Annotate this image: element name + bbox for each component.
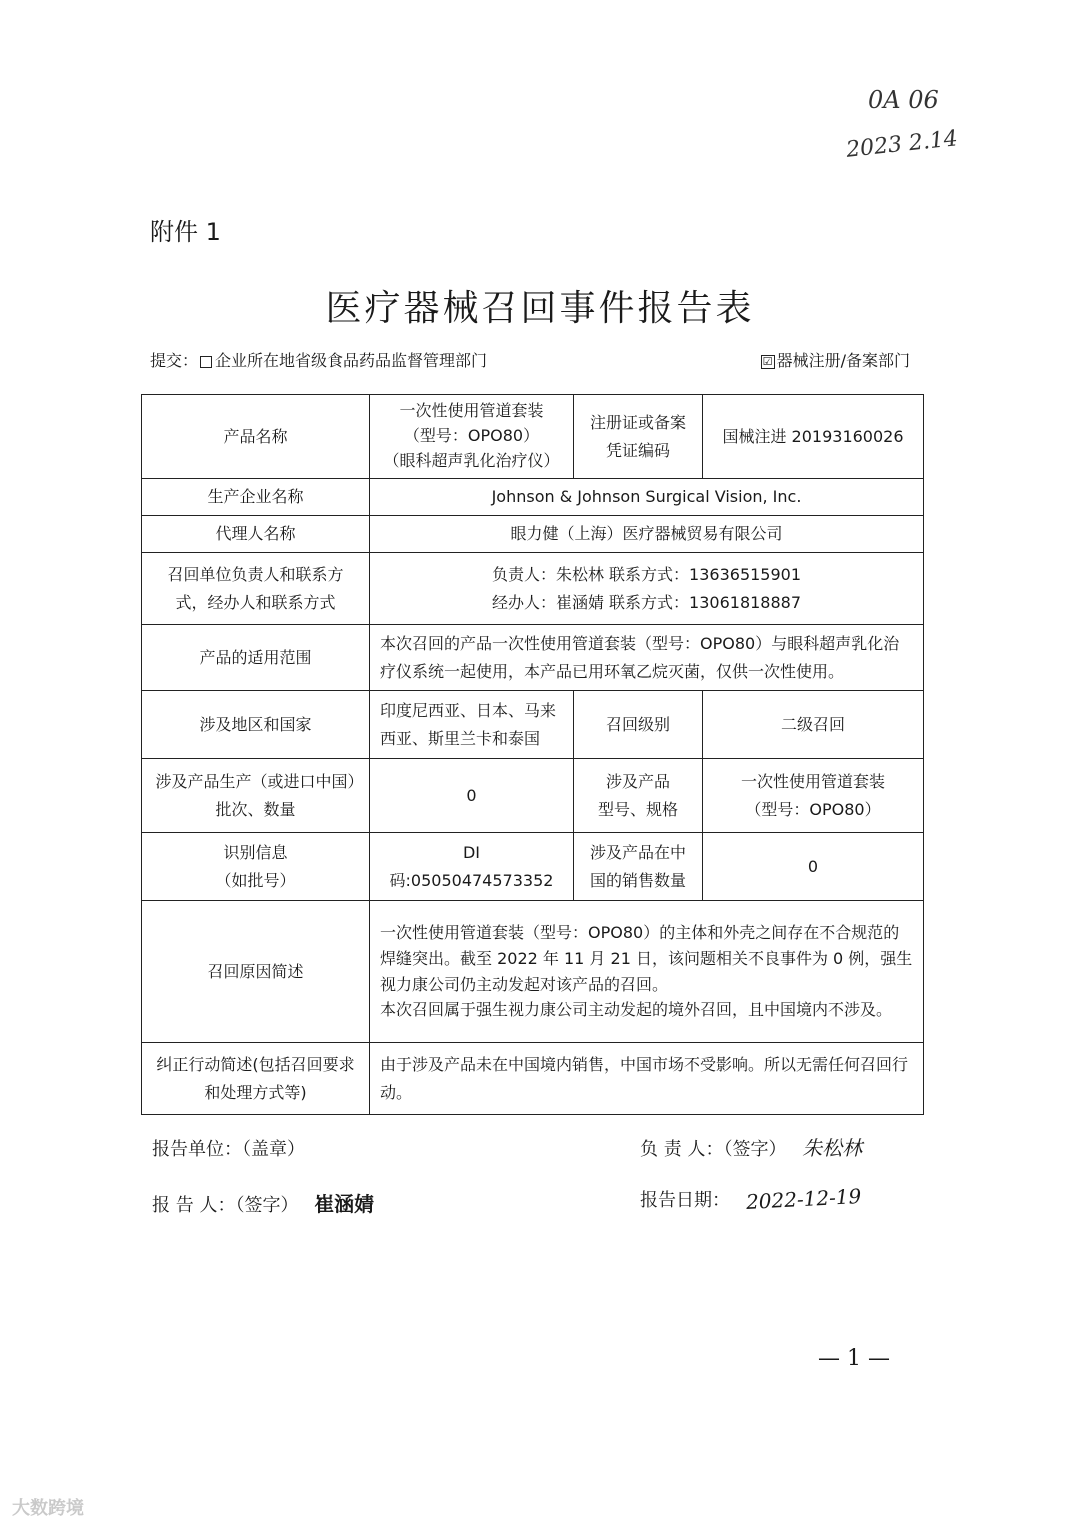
submit-option-2: 器械注册/备案部门 [776, 351, 910, 370]
regions-label: 涉及地区和国家 [142, 691, 370, 759]
sales-label-line: 涉及产品在中 [589, 842, 686, 862]
registration-label [574, 395, 703, 479]
reporter [152, 1188, 374, 1217]
agent-label: 代理人名称 [142, 516, 370, 553]
reason-label: 召回原因简述 [142, 901, 370, 1043]
product-name-value [370, 395, 574, 479]
contact-value [370, 553, 924, 625]
ident-label-line: 识别信息 [223, 842, 288, 862]
handwritten-date: 2023 2.14 [845, 126, 959, 163]
registration-value: 国械注进 20193160026 [703, 395, 924, 479]
model-value [703, 759, 924, 833]
handwritten-date-top [845, 126, 959, 163]
submit-left [150, 348, 487, 371]
table-row [142, 479, 924, 516]
table-row [142, 395, 924, 479]
batch-label: 涉及产品生产（或进口中国）批次、数量 [142, 759, 370, 833]
reporter-signature: 崔涵婧 [314, 1192, 375, 1216]
registration-label-line: 注册证或备案 [589, 412, 686, 432]
level-label: 召回级别 [574, 691, 703, 759]
action-value: 由于涉及产品未在中国境内销售，中国市场不受影响。所以无需任何召回行动。 [370, 1043, 924, 1115]
page-title: 医疗器械召回事件报告表 [325, 288, 755, 329]
table-row [142, 553, 924, 625]
ident-label-line: （如批号） [215, 870, 296, 890]
submit-right [761, 348, 910, 371]
table-row [142, 1043, 924, 1115]
contact-label: 召回单位负责人和联系方式，经办人和联系方式 [142, 553, 370, 625]
submit-row [150, 348, 910, 371]
report-date-value: 2022-12-19 [745, 1183, 862, 1215]
checked-checkbox-icon: ☑ [761, 355, 775, 369]
contact-line-2: 经办人：崔涵婧 联系方式：13061818887 [491, 592, 802, 612]
product-name-line: （型号：OPO80） [403, 426, 540, 446]
responsible-label: 负 责 人：（签字） [640, 1139, 787, 1160]
report-table [141, 394, 924, 1115]
submit-prefix: 提交： [150, 351, 199, 370]
watermark: 大数跨境 [12, 1498, 84, 1519]
reporter-label: 报 告 人：（签字） [152, 1195, 299, 1216]
sales-label-line: 国的销售数量 [589, 870, 686, 890]
model-value-line: （型号：OPO80） [745, 799, 881, 819]
contact-line-1: 负责人：朱松林 联系方式：13636515901 [491, 564, 802, 584]
table-row [142, 625, 924, 691]
model-value-line: 一次性使用管道套装 [740, 771, 885, 791]
level-value: 二级召回 [703, 691, 924, 759]
report-date-label: 报告日期： [640, 1190, 730, 1211]
unchecked-checkbox-icon [200, 356, 212, 368]
ident-label [142, 833, 370, 901]
responsible-person [640, 1132, 862, 1161]
registration-label-line: 凭证编码 [605, 440, 670, 460]
sales-label [574, 833, 703, 901]
reason-paragraph-2: 本次召回属于强生视力康公司主动发起的境外召回，且中国境内不涉及。 [380, 1000, 893, 1020]
product-name-label: 产品名称 [142, 395, 370, 479]
model-label-line: 型号、规格 [597, 799, 678, 819]
handwritten-note-top [868, 86, 939, 114]
agent-value: 眼力健（上海）医疗器械贸易有限公司 [370, 516, 924, 553]
regions-value: 印度尼西亚、日本、马来西亚、斯里兰卡和泰国 [370, 691, 574, 759]
batch-value: 0 [370, 759, 574, 833]
ident-value: DI 码:05050474573352 [370, 833, 574, 901]
table-row [142, 901, 924, 1043]
page-number: — 1 — [818, 1346, 890, 1371]
annex-label: 附件 1 [150, 218, 221, 246]
report-unit-label: 报告单位：（盖章） [152, 1139, 305, 1160]
table-row [142, 691, 924, 759]
reason-value [370, 901, 924, 1043]
manufacturer-label: 生产企业名称 [142, 479, 370, 516]
report-unit [152, 1135, 305, 1161]
manufacturer-value: Johnson & Johnson Surgical Vision, Inc. [370, 479, 924, 516]
scope-value: 本次召回的产品一次性使用管道套装（型号：OPO80）与眼科超声乳化治疗仪系统一起使用，本产品已用环氧乙烷灭菌，仅供一次性使用。 [370, 625, 924, 691]
table-row [142, 759, 924, 833]
action-label: 纠正行动简述(包括召回要求和处理方式等) [142, 1043, 370, 1115]
responsible-signature: 朱松林 [802, 1136, 863, 1160]
report-date [640, 1183, 862, 1215]
table-row [142, 833, 924, 901]
product-name-line: （眼科超声乳化治疗仪） [383, 450, 560, 470]
reason-paragraph-1: 一次性使用管道套装（型号：OPO80）的主体和外壳之间存在不合规范的焊缝突出。截至 2022 年 11 月 21 日，该问题相关不良事件为 0 例，强生视力康公司仍主动发起对该产品的召回。 [380, 923, 913, 994]
submit-option-1: 企业所在地省级食品药品监督管理部门 [215, 351, 488, 370]
sales-value: 0 [703, 833, 924, 901]
scope-label: 产品的适用范围 [142, 625, 370, 691]
handwritten-code: 0A 06 [868, 86, 939, 114]
model-label-line: 涉及产品 [605, 771, 670, 791]
model-label [574, 759, 703, 833]
product-name-line: 一次性使用管道套装 [399, 401, 544, 421]
table-row [142, 516, 924, 553]
